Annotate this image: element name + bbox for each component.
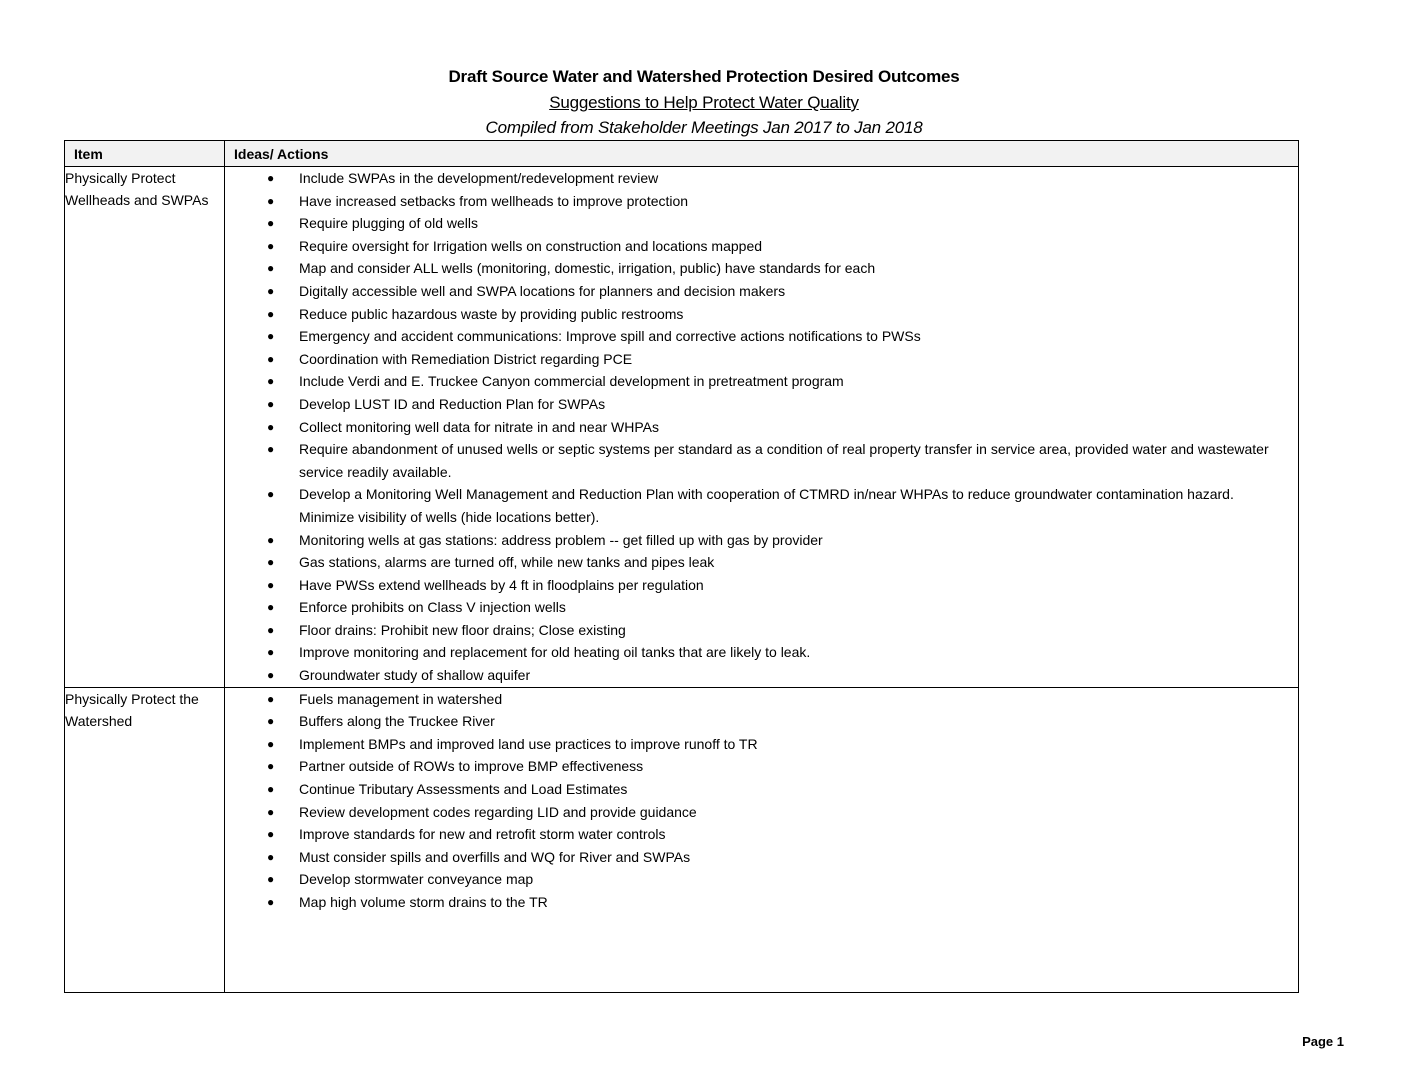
page-number: Page 1 [1302, 1034, 1344, 1049]
list-item: ● Coordination with Remediation District regarding PCE [225, 348, 1298, 371]
list-item: ● Reduce public hazardous waste by providing public restrooms [225, 303, 1298, 326]
bullet-icon: ● [267, 645, 275, 660]
list-item: ● Have increased setbacks from wellheads to improve protection [225, 190, 1298, 213]
bullet-icon: ● [267, 782, 275, 797]
bullet-icon: ● [267, 261, 275, 276]
bullet-icon: ● [267, 827, 275, 842]
bullet-icon: ● [267, 283, 275, 298]
bullet-icon: ● [267, 714, 275, 729]
list-item: ● Develop stormwater conveyance map [225, 868, 1298, 891]
ideas-cell [225, 687, 1299, 992]
compiled-note: Compiled from Stakeholder Meetings Jan 2017 to Jan 2018 [485, 118, 923, 137]
table-header-row [65, 141, 1299, 167]
list-item: ● Implement BMPs and improved land use practices to improve runoff to TR [225, 733, 1298, 756]
bullet-icon: ● [267, 216, 275, 231]
list-item: ● Review development codes regarding LID and provide guidance [225, 801, 1298, 824]
document-subtitle: Suggestions to Help Protect Water Quality [549, 93, 859, 112]
list-item: ● Include Verdi and E. Truckee Canyon commercial development in pretreatment program [225, 370, 1298, 393]
column-header-ideas: Ideas/ Actions [225, 141, 1299, 167]
bullet-icon: ● [267, 419, 275, 434]
ideas-cell [225, 167, 1299, 688]
bullet-icon: ● [267, 555, 275, 570]
bullet-icon: ● [267, 600, 275, 615]
item-cell: Physically Protect the Watershed [65, 687, 225, 992]
list-item: ● Improve standards for new and retrofit storm water controls [225, 823, 1298, 846]
ideas-list [225, 688, 1298, 914]
bullet-icon: ● [267, 396, 275, 411]
list-item: ● Must consider spills and overfills and WQ for River and SWPAs [225, 846, 1298, 869]
bullet-icon: ● [267, 171, 275, 185]
list-item: ● Require abandonment of unused wells or septic systems per standard as a condition of real property transfer in service area, provided water and wastewater service readily available. [225, 438, 1298, 483]
list-item: ● Floor drains: Prohibit new floor drains; Close existing [225, 619, 1298, 642]
column-header-item: Item [65, 141, 225, 167]
list-item: ● Improve monitoring and replacement for old heating oil tanks that are likely to leak. [225, 641, 1298, 664]
bullet-icon: ● [267, 532, 275, 547]
bullet-icon: ● [267, 759, 275, 774]
bullet-icon: ● [267, 487, 275, 502]
list-item: ● Require plugging of old wells [225, 212, 1298, 235]
list-item: ● Gas stations, alarms are turned off, while new tanks and pipes leak [225, 551, 1298, 574]
list-item: ● Enforce prohibits on Class V injection wells [225, 596, 1298, 619]
list-item: ● Develop LUST ID and Reduction Plan for SWPAs [225, 393, 1298, 416]
list-item: ● Have PWSs extend wellheads by 4 ft in floodplains per regulation [225, 574, 1298, 597]
ideas-list [225, 167, 1298, 687]
list-item: ● Monitoring wells at gas stations: address problem -- get filled up with gas by provider [225, 529, 1298, 552]
list-item: ● Partner outside of ROWs to improve BMP effectiveness [225, 755, 1298, 778]
list-item: ● Continue Tributary Assessments and Load Estimates [225, 778, 1298, 801]
item-cell: Physically Protect Wellheads and SWPAs [65, 167, 225, 688]
document-title: Draft Source Water and Watershed Protection Desired Outcomes [448, 67, 960, 86]
bullet-icon: ● [267, 577, 275, 592]
bullet-icon: ● [267, 872, 275, 887]
bullet-icon: ● [267, 306, 275, 321]
document-header [0, 64, 1408, 140]
bullet-icon: ● [267, 622, 275, 637]
list-item: ● Map high volume storm drains to the TR [225, 891, 1298, 914]
list-item: ● Digitally accessible well and SWPA locations for planners and decision makers [225, 280, 1298, 303]
list-item: ● Fuels management in watershed [225, 688, 1298, 711]
bullet-icon: ● [267, 895, 275, 909]
list-item: ● Groundwater study of shallow aquifer [225, 664, 1298, 687]
list-item: ● Buffers along the Truckee River [225, 710, 1298, 733]
bullet-icon: ● [267, 374, 275, 389]
bullet-icon: ● [267, 668, 275, 683]
bullet-icon: ● [267, 351, 275, 366]
list-item: ● Include SWPAs in the development/redevelopment review [225, 167, 1298, 190]
bullet-icon: ● [267, 691, 275, 706]
bullet-icon: ● [267, 329, 275, 344]
bullet-icon: ● [267, 238, 275, 253]
bullet-icon: ● [267, 442, 275, 457]
list-item: ● Require oversight for Irrigation wells on construction and locations mapped [225, 235, 1298, 258]
list-item: ● Emergency and accident communications: Improve spill and corrective actions notifications to PWSs [225, 325, 1298, 348]
list-item: ● Develop a Monitoring Well Management and Reduction Plan with cooperation of CTMRD in/near WHPAs to reduce groundwater contamination hazard. Minimize visibility of wells (hide locations better). [225, 483, 1298, 528]
table-row [65, 687, 1299, 992]
outcomes-table [64, 140, 1299, 993]
list-item: ● Map and consider ALL wells (monitoring, domestic, irrigation, public) have standards for each [225, 257, 1298, 280]
list-item: ● Collect monitoring well data for nitrate in and near WHPAs [225, 416, 1298, 439]
table-row [65, 167, 1299, 688]
bullet-icon: ● [267, 804, 275, 819]
bullet-icon: ● [267, 849, 275, 864]
bullet-icon: ● [267, 193, 275, 208]
bullet-icon: ● [267, 736, 275, 751]
